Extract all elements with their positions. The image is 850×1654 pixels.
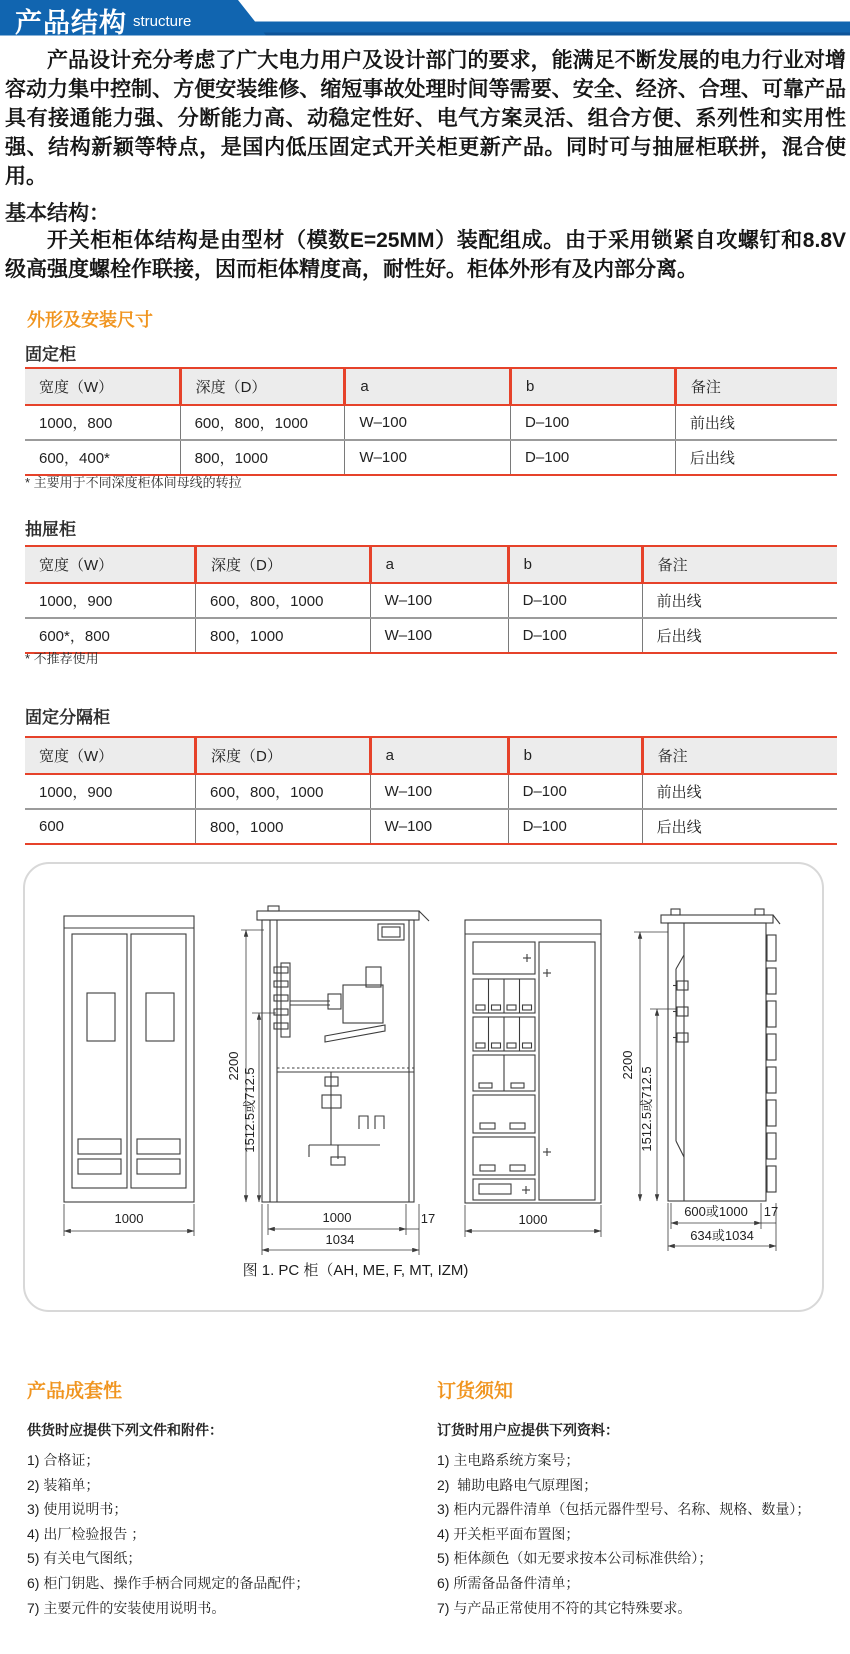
cabinet-drawings (28, 905, 818, 1255)
dimension-label: 17 (763, 1204, 779, 1219)
col-header: 宽度（W） (25, 368, 180, 405)
col-header: 备注 (642, 737, 837, 774)
dimension-label: 1000 (114, 1211, 144, 1226)
cell: 后出线 (642, 809, 837, 844)
rear-side-view-drawing (661, 909, 780, 1201)
supply-intro: 供货时应提供下列文件和附件： (27, 1422, 223, 1438)
ordering-section (437, 1376, 841, 1620)
cell: 前出线 (675, 405, 837, 440)
list-item: 2) 装箱单； (27, 1476, 100, 1493)
cell: W–100 (345, 405, 511, 440)
col-header: 备注 (675, 368, 837, 405)
table-title-drawer-cabinet: 抽屉柜 (25, 520, 76, 539)
cell: D–100 (511, 405, 676, 440)
list-item: 7) 与产品正常使用不符的其它特殊要求。 (437, 1599, 692, 1616)
list-item: 5) 有关电气图纸； (27, 1550, 142, 1567)
cell: W–100 (370, 618, 508, 653)
dimension-label: 2200 (620, 1050, 635, 1080)
cell: W–100 (345, 440, 511, 475)
cell: 600，800，1000 (180, 405, 345, 440)
cell: W–100 (370, 583, 508, 618)
dimension-label: 634或1034 (690, 1228, 754, 1243)
table-row (25, 440, 837, 475)
list-item: 3) 柜内元器件清单（包括元器件型号、名称、规格、数量）； (437, 1501, 811, 1518)
col-header: 深度（D） (196, 546, 371, 583)
page-banner (0, 0, 850, 36)
cell: 600，800，1000 (196, 774, 371, 809)
cell: 600 (25, 809, 196, 844)
table-footnote: * 主要用于不同深度柜体间母线的转拉 (25, 475, 242, 490)
cell: W–100 (370, 809, 508, 844)
list-item: 3) 使用说明书； (27, 1501, 128, 1518)
dimension-label: 17 (420, 1211, 436, 1226)
col-header: 备注 (642, 546, 837, 583)
list-item: 2) 辅助电路电气原理图； (437, 1476, 598, 1493)
cell: 600*，800 (25, 618, 196, 653)
dimension-label: 1000 (518, 1212, 548, 1227)
col-header: 深度（D） (180, 368, 345, 405)
cell: W–100 (370, 774, 508, 809)
table-header-row (25, 546, 837, 583)
col-header: b (508, 546, 642, 583)
table-title-fixed-partition-cabinet: 固定分隔柜 (25, 708, 110, 727)
supply-section (27, 1376, 423, 1620)
drawer-cabinet-front-drawing (465, 920, 601, 1203)
dimension-label: 1034 (325, 1232, 355, 1247)
cell: D–100 (511, 440, 676, 475)
basic-structure-label: 基本结构： (5, 202, 110, 225)
list-item: 4) 出厂检验报告 ； (27, 1525, 146, 1542)
cell: 1000，900 (25, 583, 196, 618)
cell: 800，1000 (196, 809, 371, 844)
table-row (25, 774, 837, 809)
figure-caption: 图 1. PC 柜（AH, ME, F, MT, IZM) (242, 1262, 469, 1279)
side-section-drawing (257, 906, 429, 1202)
cell: 前出线 (642, 583, 837, 618)
col-header: 宽度（W） (25, 737, 196, 774)
col-header: a (370, 546, 508, 583)
dimension-label: 1512.5或712.5 (242, 1067, 257, 1153)
list-item: 7) 主要元件的安装使用说明书。 (27, 1599, 226, 1616)
fixed-partition-cabinet-table (25, 736, 837, 845)
cell: 600，400* (25, 440, 180, 475)
cell: 600，800，1000 (196, 583, 371, 618)
basic-structure-paragraph: 开关柜柜体结构是由型材（模数E=25MM）装配组成。由于采用锁紧自攻螺钉和8.8V级高强度螺栓作联接，因而柜体精度高，耐性好。柜体外形有及内部分离。 (5, 229, 846, 281)
table-header-row (25, 368, 837, 405)
cell: 后出线 (675, 440, 837, 475)
table-row (25, 405, 837, 440)
cell: D–100 (508, 809, 642, 844)
list-item: 5) 柜体颜色（如无要求按本公司标准供给）； (437, 1550, 713, 1567)
cell: 后出线 (642, 618, 837, 653)
col-header: b (508, 737, 642, 774)
section-title-dimensions: 外形及安装尺寸 (27, 310, 153, 330)
page-subtitle: structure (133, 13, 192, 30)
table-row (25, 583, 837, 618)
ordering-title: 订货须知 (437, 1381, 514, 1402)
cell: D–100 (508, 618, 642, 653)
dimension-label: 600或1000 (684, 1204, 748, 1219)
cell: D–100 (508, 583, 642, 618)
cell: 1000，900 (25, 774, 196, 809)
list-item: 6) 所需备品备件清单； (437, 1574, 580, 1591)
page-title: 产品结构 (15, 8, 127, 38)
table-header-row (25, 737, 837, 774)
col-header: 宽度（W） (25, 546, 196, 583)
dimension-label: 1000 (322, 1210, 352, 1225)
dimension-label: 1512.5或712.5 (639, 1066, 654, 1152)
fixed-cabinet-table (25, 367, 837, 476)
table-row (25, 618, 837, 653)
table-row (25, 809, 837, 844)
dimension-label: 2200 (226, 1051, 241, 1081)
supply-title: 产品成套性 (27, 1381, 123, 1402)
intro-paragraph: 产品设计充分考虑了广大电力用户及设计部门的要求，能满足不断发展的电力行业对增容动力集中控制、方便安装维修、缩短事故处理时间等需要、安全、经济、合理、可靠产品具有接通能力强、分断能力高、动稳定性好、电气方案灵活、组合方便、系列性和实用性强、结构新颖等特点，是国内低压固定式开关柜更新产品。同时可与抽屉柜联拼，混合使用。 (5, 49, 846, 188)
front-view-drawing (64, 916, 194, 1202)
col-header: a (370, 737, 508, 774)
list-item: 6) 柜门钥匙、操作手柄合同规定的备品配件； (27, 1574, 310, 1591)
ordering-intro: 订货时用户应提供下列资料： (437, 1422, 619, 1438)
cell: 800，1000 (196, 618, 371, 653)
col-header: 深度（D） (196, 737, 371, 774)
cell: 800，1000 (180, 440, 345, 475)
list-item: 1) 主电路系统方案号； (437, 1452, 580, 1468)
drawer-cabinet-table (25, 545, 837, 654)
col-header: b (511, 368, 676, 405)
list-item: 1) 合格证； (27, 1452, 100, 1468)
cell: D–100 (508, 774, 642, 809)
table-title-fixed-cabinet: 固定柜 (25, 345, 76, 364)
figure-box (23, 862, 824, 1312)
col-header: a (345, 368, 511, 405)
table-footnote: * 不推荐使用 (25, 651, 99, 666)
banner-shape (0, 0, 850, 36)
list-item: 4) 开关柜平面布置图； (437, 1525, 580, 1542)
cell: 前出线 (642, 774, 837, 809)
cell: 1000，800 (25, 405, 180, 440)
dimension-lines-d2 (241, 930, 419, 1255)
